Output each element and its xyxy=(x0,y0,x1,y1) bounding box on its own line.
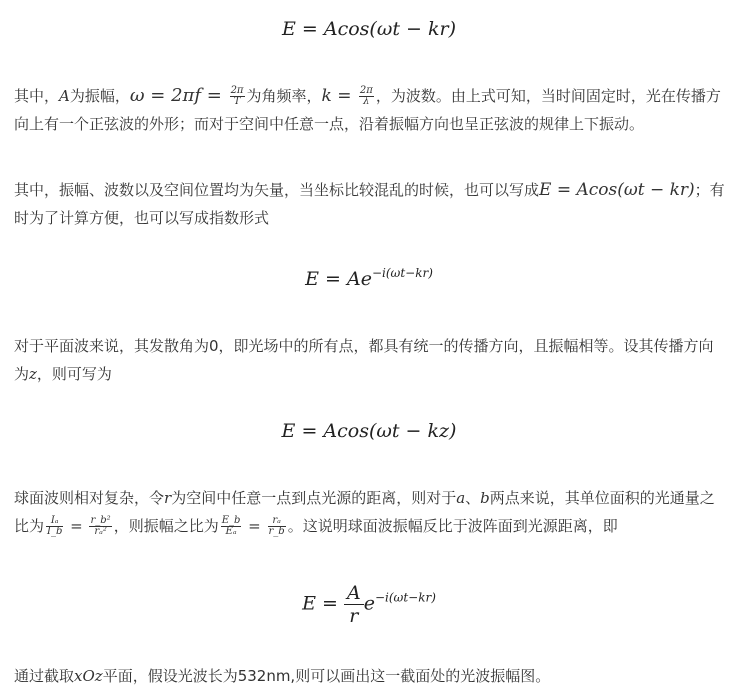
equation-exponential xyxy=(0,266,738,290)
denominator: r_b xyxy=(268,526,285,537)
paragraph-3 xyxy=(14,332,726,388)
text: ，则可写为 xyxy=(36,365,112,383)
symbol: z xyxy=(29,365,37,383)
exp-power: −i(ωt−kr) xyxy=(371,266,433,280)
symbol: b xyxy=(480,489,490,507)
paragraph-4: 球面波则相对复杂，令r为空间中任意一点到点光源的距离，则对于a、b两点来说，其单位面积的光通量之比为 $\frac{\text{Iₐ}}{I\_b}$ = $\frac{\text{r\_b²}}{\text{rₐ²}}$ ，则振幅之比为 $\frac{E\_b}{\text{Eₐ}}$ = $\frac{\text{rₐ}}{r\_b}$ 。这说明球面波振幅反比于波阵面到光源距离，即 xyxy=(14,489,715,537)
symbol: A xyxy=(59,87,70,105)
equation-spherical-wave xyxy=(0,582,738,627)
paragraph-2 xyxy=(14,176,726,232)
text: 对于平面波来说，其发散角为0，即光场中的所有点，都具有统一的传播方向，且振幅相等。设其传播方向为 xyxy=(14,337,714,383)
exp-base: e xyxy=(363,592,375,615)
fraction xyxy=(359,86,374,107)
text: 为空间中任意一点到点光源的距离，则对于 xyxy=(171,489,457,507)
numerator: A xyxy=(344,582,364,605)
text: 其中， xyxy=(14,87,60,105)
denominator: Eₐ xyxy=(225,526,237,537)
fraction xyxy=(89,516,111,537)
vector-formula: E = Acos(ωt − kr) xyxy=(539,180,695,200)
fraction xyxy=(230,86,245,107)
numerator: Iₐ xyxy=(46,516,63,527)
numerator: rₐ xyxy=(268,516,286,527)
numerator: 2π xyxy=(230,85,244,96)
fraction xyxy=(221,516,242,537)
text: ，为波数。由上式可知，当时间固定时，光在传播方向上有一个正弦波的外形；而对于空间中任意一点，沿着振幅方向也呈正弦波的规律上下振动。 xyxy=(14,87,721,133)
lhs: E = xyxy=(302,592,344,615)
k-formula: k = xyxy=(321,86,357,106)
text: 球面波则相对复杂，令 xyxy=(14,489,165,507)
paragraph-1 xyxy=(14,82,726,138)
text: 平面，假设光波长为532nm,则可以画出这一截面处的光波振幅图。 xyxy=(102,667,551,685)
text: 其中，振幅、波数以及空间位置均为矢量，当坐标比较混乱的时候，也可以写成 xyxy=(14,181,540,199)
text: 为角频率， xyxy=(246,87,322,105)
fraction xyxy=(268,516,286,537)
numerator: r_b² xyxy=(90,515,111,526)
symbol: xOz xyxy=(74,667,103,685)
fraction xyxy=(344,582,364,627)
symbol: r xyxy=(164,489,172,507)
equation-wave: E = Acos(ωt − kr) xyxy=(282,18,456,40)
text: ；有时为了计算方便，也可以写成指数形式 xyxy=(14,181,725,227)
omega-formula: ω = 2πf = xyxy=(129,85,228,106)
denominator: r xyxy=(349,605,359,627)
fraction xyxy=(46,516,63,537)
denominator: I_b xyxy=(47,526,63,537)
text: 。这说明球面波振幅反比于波阵面到光源距离，即 xyxy=(287,517,618,535)
numerator: E_b xyxy=(221,515,241,526)
text: 为振幅， xyxy=(69,87,130,105)
text: 、 xyxy=(465,489,481,507)
numerator: 2π xyxy=(359,85,373,96)
denominator: λ xyxy=(363,96,370,107)
text: ，则振幅之比为 xyxy=(113,517,219,535)
denominator: rₐ² xyxy=(94,526,107,537)
denominator: T xyxy=(233,96,241,107)
symbol: a xyxy=(456,489,466,507)
exp-power: −i(ωt−kr) xyxy=(374,590,436,605)
exp-base: E = Ae xyxy=(305,268,372,290)
equation-plane-wave: E = Acos(ωt − kz) xyxy=(281,420,457,442)
text: 两点来说，其单位面积的光通量之比为 xyxy=(14,489,715,535)
text: 通过截取 xyxy=(14,667,75,685)
paragraph-5 xyxy=(14,662,726,690)
